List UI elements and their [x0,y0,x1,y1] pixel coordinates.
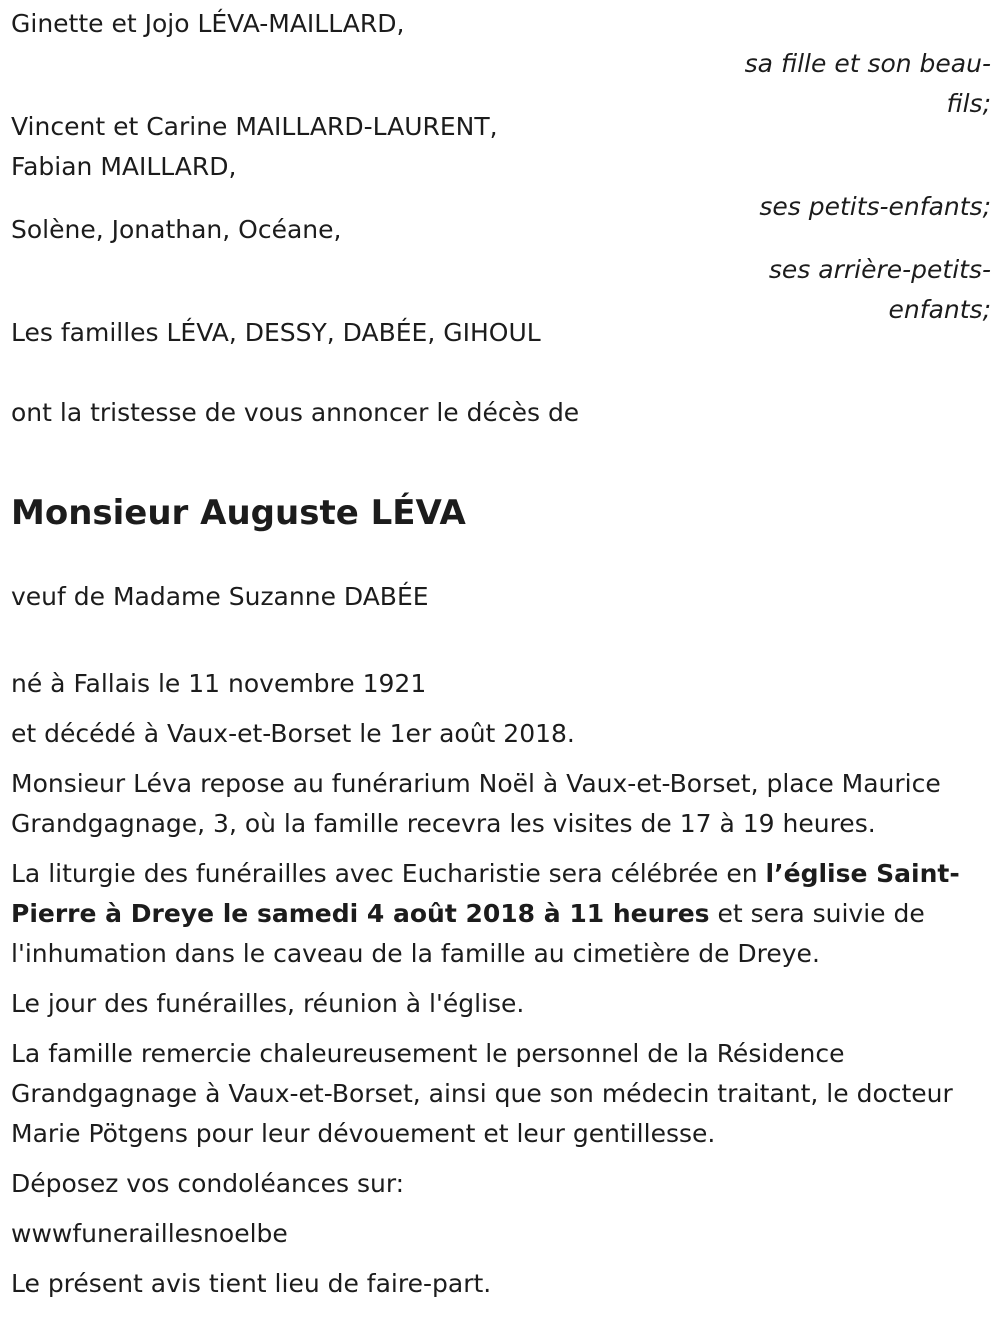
family-group-families [11,313,991,353]
family-names: Fabian MAILLARD, [11,152,237,181]
family-relation: sa fille et son beau-fils; [744,49,991,118]
family-relation: ses arrière-petits-enfants; [768,255,991,324]
widower-text: veuf de Madame Suzanne DABÉE [11,582,429,611]
deceased-name: Monsieur Auguste LÉVA [11,493,466,533]
liturgy-outro: et sera suivie de l'inhumation dans le caveau de la famille au cimetière de Dreye. [11,899,925,968]
death-text: et décédé à Vaux-et-Borset le 1er août 2018. [11,719,575,748]
announcement-text: ont la tristesse de vous annoncer le décès de [11,398,580,427]
death-notice [11,4,991,1314]
liturgy-location-date: l’église Saint-Pierre à Dreye le samedi 4 août 2018 à 11 heures [11,859,960,928]
family-names: Ginette et Jojo LÉVA-MAILLARD, [11,9,405,38]
family-names: Les familles LÉVA, DESSY, DABÉE, GIHOUL [11,318,541,347]
liturgy-intro: La liturgie des funérailles avec Eucharistie sera célébrée en [11,859,766,888]
meeting-text: Le jour des funérailles, réunion à l'église. [11,989,525,1018]
liturgy-text [11,854,991,974]
notice-text: Le présent avis tient lieu de faire-part. [11,1269,492,1298]
family-group-grandchildren [11,107,991,221]
condolences-website: wwwfuneraillesnoelbe [11,1219,288,1248]
family-names: Vincent et Carine MAILLARD-LAURENT, [11,112,498,141]
family-group-great-grandchildren [11,210,991,324]
rest-place-text: Monsieur Léva repose au funérarium Noël à Vaux-et-Borset, place Maurice Grandgagnage, 3, où la famille recevra les visites de 17 à 19 heures. [11,769,941,838]
family-relation: ses petits-enfants; [759,192,991,221]
condolences-label: Déposez vos condoléances sur: [11,1169,405,1198]
birth-text: né à Fallais le 11 novembre 1921 [11,669,427,698]
family-group-daughter [11,4,991,118]
thanks-text: La famille remercie chaleureusement le personnel de la Résidence Grandgagnage à Vaux-et-Borset, ainsi que son médecin traitant, le docteur Marie Pötgens pour leur dévouement et leur gentillesse. [11,1039,953,1148]
family-names: Solène, Jonathan, Océane, [11,215,342,244]
